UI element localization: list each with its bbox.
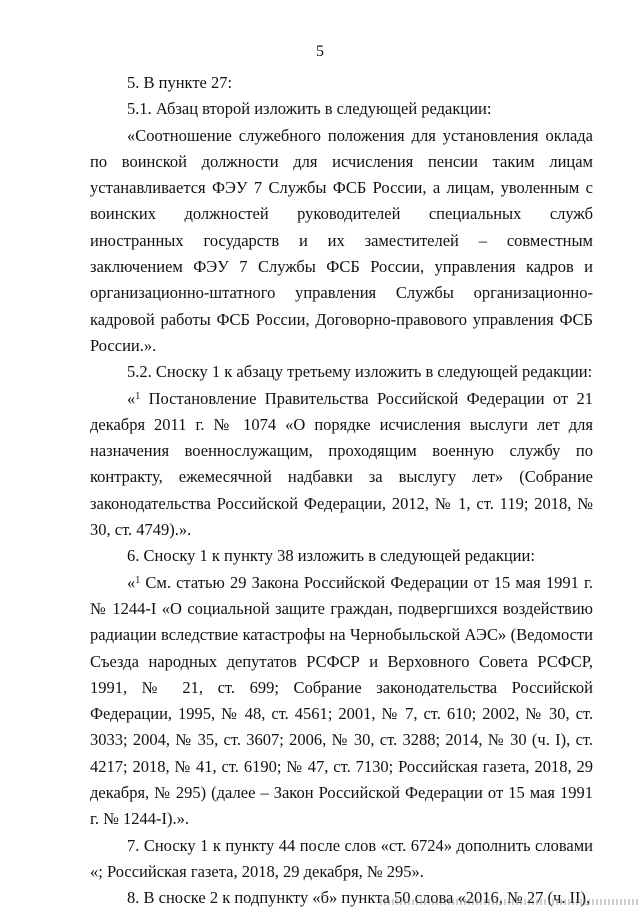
paragraph-item-5-2: 5.2. Сноску 1 к абзацу третьему изложить в следующей редакции: bbox=[127, 362, 593, 382]
paragraph-item-5-1: 5.1. Абзац второй изложить в следующей редакции: bbox=[127, 99, 492, 119]
document-body bbox=[90, 70, 593, 912]
footnote-text: Постановление Правительства Российской Федерации от 21 декабря 2011 г. № 1074 «О порядке исчисления выслуги лет для назначения военнослужащим, проходящим военную службу по контракту, ежемесячной надбавки за выслугу лет» (Собрание законодательства Российской Федерации, 2012, № 1, ст. 119; 2018, № 30, ст. 4749).». bbox=[90, 388, 593, 540]
paragraph-item-5: 5. В пункте 27: bbox=[127, 73, 233, 92]
footnote-marker: 1 bbox=[135, 390, 141, 402]
quote-open: « bbox=[127, 388, 136, 408]
paragraph-item-8: 8. В сноске 2 к подпункту «б» пункта 50 слова «2016, № 27 (ч. II), bbox=[127, 888, 591, 908]
paragraph-item-6: 6. Сноску 1 к пункту 38 изложить в следующей редакции: bbox=[127, 546, 535, 566]
paragraph-footnote-1-resolution bbox=[90, 386, 593, 544]
paragraph-footnote-1-law bbox=[90, 570, 593, 833]
footnote-marker: 1 bbox=[135, 574, 141, 586]
scan-artifact bbox=[380, 899, 640, 905]
paragraph-quote-service-position: «Соотношение служебного положения для установления оклада по воинской должности для исчисления пенсии таким лицам устанавливается ФЭУ 7 Службы ФСБ России, а лицам, уволенным с воинских должностей руководителей специальных служб иностранных государств и их заместителей – совместным заключением ФЭУ 7 Службы ФСБ России, управления кадров и организационно-штатного управления Службы организационно-кадровой работы ФСБ России, Договорно-правового управления ФСБ России.». bbox=[90, 125, 593, 355]
page-number: 5 bbox=[316, 43, 324, 60]
quote-open: « bbox=[127, 572, 136, 592]
footnote-text: См. статью 29 Закона Российской Федерации от 15 мая 1991 г. № 1244-I «О социальной защите граждан, подвергшихся воздействию радиации вследствие катастрофы на Чернобыльской АЭС» (Ведомости Съезда народных депутатов РСФСР и Верховного Совета РСФСР, 1991, № 21, ст. 699; Собрание законодательства Российской Федерации, 1995, № 48, ст. 4561; 2001, № 7, ст. 610; 2002, № 30, ст. 3033; 2004, № 35, ст. 3607; 2006, № 30, ст. 3288; 2014, № 30 (ч. I), ст. 4217; 2018, № 41, ст. 6190; № 47, ст. 7130; Российская газета, 2018, 29 декабря, № 295) (далее – Закон Российской Федерации от 15 мая 1991 г. № 1244-I).». bbox=[90, 572, 593, 829]
paragraph-item-7: 7. Сноску 1 к пункту 44 после слов «ст. 6724» дополнить словами «; Российская газета, 2018, 29 декабря, № 295». bbox=[90, 835, 593, 881]
